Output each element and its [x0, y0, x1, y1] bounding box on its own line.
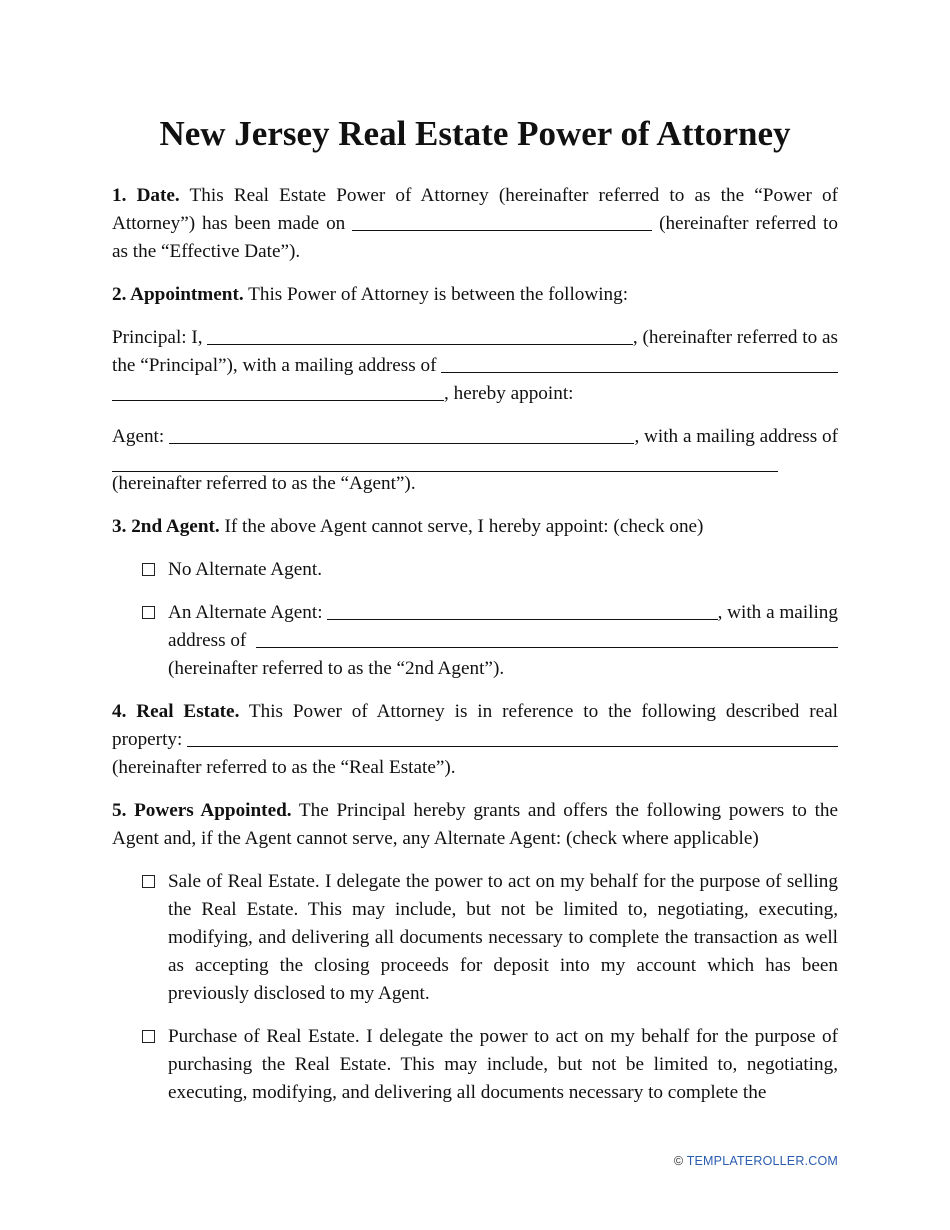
option-text: address of	[168, 630, 247, 651]
agent-text: (hereinafter referred to as the “Agent”).	[112, 473, 416, 494]
section-text: This Power of Attorney is in reference to the following described real	[248, 701, 839, 722]
checkbox-alternate-agent[interactable]	[142, 606, 155, 619]
section-heading: 5. Powers Appointed.	[112, 800, 292, 821]
alternate-agent-name-field[interactable]	[327, 601, 717, 620]
section-text: (hereinafter referred to as the “Effective Date”).	[112, 213, 838, 262]
section-text: property:	[112, 729, 183, 750]
real-estate-description-field[interactable]	[187, 728, 838, 747]
option-sale	[168, 868, 838, 1008]
section-text: This Real Estate Power of Attorney (hereinafter referred to as the “Power of Attorney”) has been made on	[112, 185, 838, 234]
principal-text: the “Principal”), with a mailing address of	[112, 355, 437, 376]
alternate-agent-address-field[interactable]	[256, 629, 838, 648]
option-label: An Alternate Agent:	[168, 602, 323, 623]
agent-text: , with a mailing address of	[634, 426, 838, 447]
section-real-estate	[112, 698, 838, 782]
principal-label: Principal: I,	[112, 327, 203, 348]
section-heading: 3. 2nd Agent.	[112, 516, 220, 537]
section-date	[112, 182, 838, 266]
principal-text: , (hereinafter referred to as	[632, 327, 838, 348]
footer-link[interactable]	[674, 1154, 838, 1168]
effective-date-field[interactable]	[352, 212, 652, 231]
principal-text: , hereby appoint:	[444, 383, 574, 404]
footer-site: TEMPLATEROLLER.COM	[686, 1154, 838, 1168]
section-text: The Principal hereby grants and offers the following powers to the Agent and, if the Agent cannot serve, any Alternate Agent: (check where applicable)	[112, 800, 839, 849]
section-text: This Power of Attorney is between the following:	[248, 284, 629, 305]
section-heading: 4. Real Estate.	[112, 701, 240, 722]
option-alternate-agent	[168, 599, 838, 683]
option-purchase	[168, 1023, 838, 1107]
section-text: (hereinafter referred to as the “Real Estate”).	[112, 757, 456, 778]
section-text: If the above Agent cannot serve, I hereby appoint: (check one)	[224, 516, 704, 537]
agent-name-field[interactable]	[169, 425, 634, 444]
document-title: New Jersey Real Estate Power of Attorney	[159, 114, 791, 153]
section-heading: 2. Appointment.	[112, 284, 244, 305]
principal-block	[112, 324, 838, 408]
section-heading: 1. Date.	[112, 185, 180, 206]
option-text: Purchase of Real Estate. I delegate the power to act on my behalf for the purpose of purchasing the Real Estate. This may include, but not be limited to, negotiating, executing, modifying, and delivering all documents necessary to complete the	[168, 1026, 838, 1103]
document-page	[112, 112, 838, 1122]
option-text: Sale of Real Estate. I delegate the power to act on my behalf for the purpose of selling the Real Estate. This may include, but not be limited to, negotiating, executing, modifying, and delivering all documents necessary to complete the transaction as well as accepting the closing proceeds for deposit into my account which has been previously disclosed to my Agent.	[168, 871, 838, 1004]
principal-address-field-2[interactable]	[112, 382, 444, 401]
option-text: (hereinafter referred to as the “2nd Agent”).	[168, 658, 505, 679]
section-powers	[112, 797, 838, 853]
checkbox-purchase[interactable]	[142, 1030, 155, 1043]
agent-address-field[interactable]	[112, 453, 778, 472]
agent-block	[112, 423, 838, 498]
section-appointment	[112, 281, 838, 309]
option-text: , with a mailing	[717, 602, 838, 623]
option-no-alternate	[168, 556, 838, 584]
agent-label: Agent:	[112, 426, 165, 447]
checkbox-sale[interactable]	[142, 875, 155, 888]
section-second-agent	[112, 513, 838, 541]
principal-name-field[interactable]	[207, 326, 633, 345]
option-label: No Alternate Agent.	[168, 559, 322, 580]
copyright-icon: ©	[673, 1154, 684, 1168]
principal-address-field[interactable]	[441, 354, 838, 373]
checkbox-no-alternate[interactable]	[142, 563, 155, 576]
